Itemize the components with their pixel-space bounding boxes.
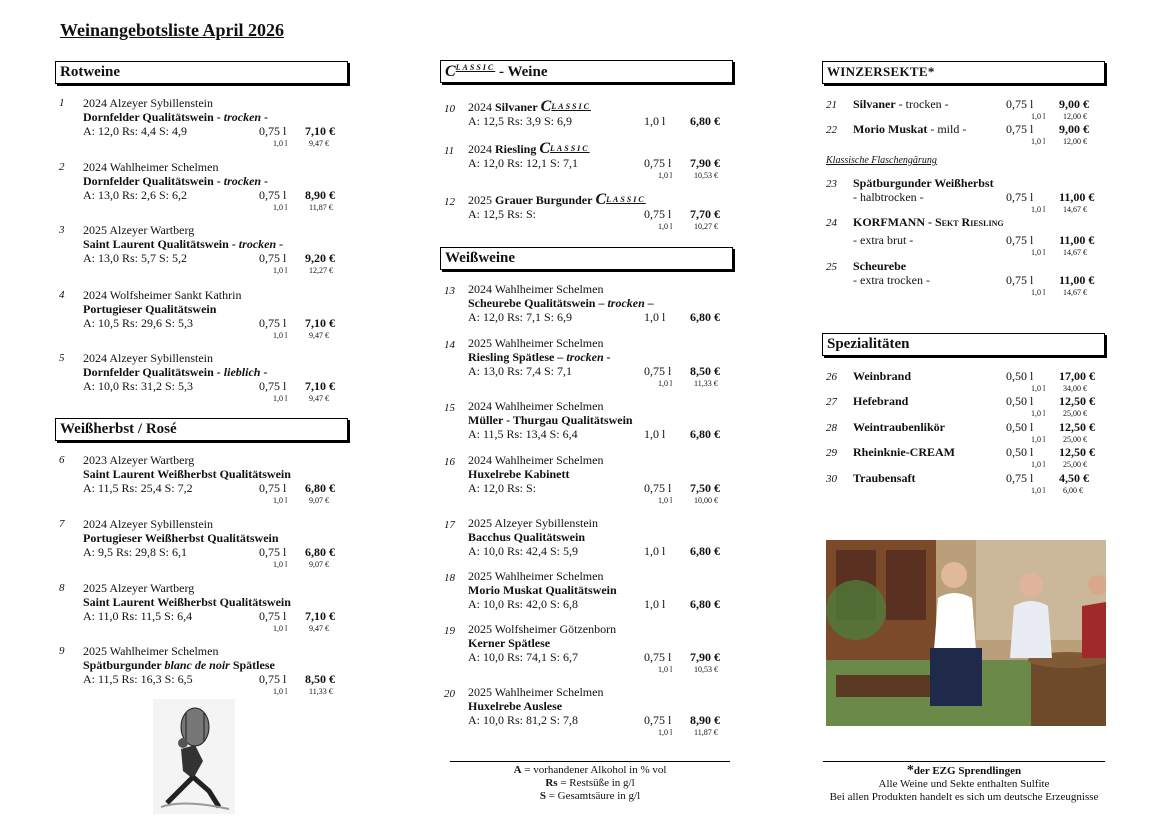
wine-origin: 2024 Wahlheimer Schelmen bbox=[468, 282, 604, 296]
entry-number: 18 bbox=[444, 572, 455, 584]
wine-grape: Portugieser Qualitätswein bbox=[83, 302, 217, 316]
per-liter-price: 9,07 € bbox=[309, 560, 329, 569]
entry-number: 1 bbox=[59, 97, 65, 109]
price-row bbox=[468, 597, 733, 611]
per-liter-volume: 1,0 l bbox=[1031, 384, 1046, 393]
bottle-volume: 0,75 l bbox=[644, 650, 672, 664]
section-heading-weissherbst: Weißherbst / Rosé bbox=[55, 418, 348, 441]
analysis-values: A: 10,0 Rs: 42,0 S: 6,8 bbox=[468, 597, 579, 611]
entry-number: 3 bbox=[59, 224, 65, 236]
analysis-values: A: 10,0 Rs: 81,2 S: 7,8 bbox=[468, 713, 579, 727]
bottle-volume: 0,75 l bbox=[644, 481, 672, 495]
sekt-name: Silvaner bbox=[853, 97, 896, 111]
footer-notes: *der EZG Sprendlingen Alle Weine und Sekte enthalten Sulfite Bei allen Produkten handelt es sich um deutsche Erzeugnisse bbox=[829, 763, 1099, 803]
per-liter-price: 10,00 € bbox=[694, 496, 718, 505]
bottle-price: 11,00 € bbox=[1059, 273, 1095, 287]
price-row bbox=[853, 273, 1105, 287]
specialty-name: Traubensaft bbox=[853, 471, 916, 485]
price-row bbox=[853, 190, 1105, 204]
bottle-volume: 0,50 l bbox=[1006, 445, 1034, 459]
bottle-price: 6,80 € bbox=[690, 597, 720, 611]
analysis-values: A: 10,0 Rs: 42,4 S: 5,9 bbox=[468, 544, 579, 558]
analysis-values: A: 12,0 Rs: S: bbox=[468, 481, 537, 495]
price-row bbox=[468, 364, 733, 378]
bottle-price: 8,90 € bbox=[690, 713, 720, 727]
wine-grape: Bacchus Qualitätswein bbox=[468, 530, 586, 544]
footer-divider bbox=[823, 761, 1105, 762]
section-heading-classic: $C^{LASSIC}$ - Weine bbox=[440, 60, 733, 83]
entry-number: 7 bbox=[59, 518, 65, 530]
bottle-volume: 1,0 l bbox=[644, 310, 666, 324]
price-row bbox=[83, 481, 348, 495]
entry-number: 15 bbox=[444, 402, 455, 414]
price-row bbox=[83, 316, 348, 330]
bottle-price: 12,50 € bbox=[1059, 394, 1095, 408]
wine-origin: 2024 Wolfsheimer Sankt Kathrin bbox=[83, 288, 242, 302]
entry-number: 24 bbox=[826, 217, 837, 229]
bottle-volume: 1,0 l bbox=[644, 544, 666, 558]
bottle-price: 6,80 € bbox=[690, 544, 720, 558]
section-heading-winzersekte: WINZERSEKTE* bbox=[822, 61, 1105, 84]
bottle-volume: 0,75 l bbox=[644, 156, 672, 170]
sekt-name: Morio Muskat bbox=[853, 122, 928, 136]
analysis-values: A: 11,0 Rs: 11,5 S: 6,4 bbox=[83, 609, 193, 623]
bottle-volume: 0,75 l bbox=[259, 251, 287, 265]
wine-origin: 2025 Alzeyer Wartberg bbox=[83, 581, 195, 595]
price-row bbox=[83, 379, 348, 393]
wine-grape: Dornfelder Qualitätswein - lieblich - bbox=[83, 365, 268, 379]
bottle-price: 17,00 € bbox=[1059, 369, 1095, 383]
analysis-values: A: 10,0 Rs: 74,1 S: 6,7 bbox=[468, 650, 579, 664]
analysis-values: A: 11,5 Rs: 16,3 S: 6,5 bbox=[83, 672, 193, 686]
per-liter-row bbox=[853, 111, 1105, 122]
per-liter-row bbox=[468, 378, 733, 389]
wine-origin: 2025 Wolfsheimer Götzenborn bbox=[468, 622, 617, 636]
analysis-values: A: 13,0 Rs: 7,4 S: 7,1 bbox=[468, 364, 573, 378]
bottle-volume: 0,75 l bbox=[259, 316, 287, 330]
bottle-volume: 0,75 l bbox=[1006, 97, 1034, 111]
bottle-price: 8,50 € bbox=[305, 672, 335, 686]
classic-logo: $C^{LASSIC}$ bbox=[540, 98, 591, 115]
bottle-price: 7,90 € bbox=[690, 156, 720, 170]
entry-number: 16 bbox=[444, 456, 455, 468]
wine-origin: 2024 Wahlheimer Schelmen bbox=[468, 453, 604, 467]
entry-number: 22 bbox=[826, 124, 837, 136]
section-heading-spezialitaeten: Spezialitäten bbox=[822, 333, 1105, 356]
per-liter-price: 14,67 € bbox=[1063, 248, 1087, 257]
wine-grape: Riesling Spätlese – trocken - bbox=[468, 350, 611, 364]
per-liter-volume: 1,0 l bbox=[1031, 205, 1046, 214]
per-liter-row bbox=[853, 287, 1105, 298]
wine-style: - trocken - bbox=[231, 237, 284, 251]
flaschengaerung-note: Klassische Flaschengärung bbox=[826, 155, 937, 166]
price-row bbox=[468, 114, 733, 128]
wine-origin: 2025 Alzeyer Wartberg bbox=[83, 223, 195, 237]
page-title: Weinangebotsliste April 2026 bbox=[60, 20, 285, 40]
classic-logo: $C^{LASSIC}$ bbox=[445, 63, 496, 80]
entry-number: 8 bbox=[59, 582, 65, 594]
entry-number: 17 bbox=[444, 519, 455, 531]
bottle-volume: 0,75 l bbox=[259, 545, 287, 559]
wine-grape: Müller - Thurgau Qualitätswein bbox=[468, 413, 633, 427]
price-row bbox=[468, 427, 733, 441]
per-liter-volume: 1,0 l bbox=[1031, 435, 1046, 444]
sekt-style: - halbtrocken - bbox=[853, 190, 924, 204]
per-liter-price: 6,00 € bbox=[1063, 486, 1083, 495]
analysis-values: A: 10,5 Rs: 29,6 S: 5,3 bbox=[83, 316, 194, 330]
per-liter-volume: 1,0 l bbox=[658, 665, 673, 674]
per-liter-volume: 1,0 l bbox=[1031, 248, 1046, 257]
price-row bbox=[83, 188, 348, 202]
bottle-volume: 0,75 l bbox=[1006, 273, 1034, 287]
wine-origin: 2025 Alzeyer Sybillenstein bbox=[468, 516, 598, 530]
wine-origin: 2025 Grauer Burgunder $C^{LASSIC}$ bbox=[468, 191, 646, 208]
per-liter-row bbox=[83, 623, 348, 634]
wine-grape: Riesling bbox=[495, 142, 537, 156]
bottle-price: 11,00 € bbox=[1059, 190, 1095, 204]
analysis-values: A: 11,5 Rs: 25,4 S: 7,2 bbox=[83, 481, 193, 495]
bottle-price: 12,50 € bbox=[1059, 445, 1095, 459]
analysis-values: A: 12,5 Rs: S: bbox=[468, 207, 537, 221]
analysis-values: A: 12,0 Rs: 12,1 S: 7,1 bbox=[468, 156, 579, 170]
per-liter-price: 9,47 € bbox=[309, 139, 329, 148]
bottle-volume: 0,75 l bbox=[259, 124, 287, 138]
sekt-style: - extra brut - bbox=[853, 233, 914, 247]
wine-style: – trocken – bbox=[598, 296, 654, 310]
bottle-price: 7,70 € bbox=[690, 207, 720, 221]
bottle-price: 6,80 € bbox=[690, 427, 720, 441]
bottle-price: 7,10 € bbox=[305, 609, 335, 623]
analysis-values: A: 9,5 Rs: 29,8 S: 6,1 bbox=[83, 545, 188, 559]
price-row bbox=[468, 156, 733, 170]
per-liter-volume: 1,0 l bbox=[1031, 486, 1046, 495]
per-liter-volume: 1,0 l bbox=[1031, 288, 1046, 297]
price-row bbox=[853, 122, 1105, 136]
entry-number: 10 bbox=[444, 103, 455, 115]
wine-style: – trocken - bbox=[557, 350, 611, 364]
price-row bbox=[468, 544, 733, 558]
entry-number: 23 bbox=[826, 178, 837, 190]
bottle-price: 12,50 € bbox=[1059, 420, 1095, 434]
per-liter-volume: 1,0 l bbox=[658, 171, 673, 180]
wine-style: - trocken - bbox=[216, 110, 269, 124]
entry-number: 14 bbox=[444, 339, 455, 351]
wine-origin: 2025 Wahlheimer Schelmen bbox=[468, 336, 604, 350]
price-row bbox=[468, 207, 733, 221]
bottle-volume: 0,75 l bbox=[259, 609, 287, 623]
per-liter-price: 11,33 € bbox=[309, 687, 333, 696]
analysis-values: A: 10,0 Rs: 31,2 S: 5,3 bbox=[83, 379, 194, 393]
price-row bbox=[468, 713, 733, 727]
wine-origin: 2023 Alzeyer Wartberg bbox=[83, 453, 195, 467]
per-liter-volume: 1,0 l bbox=[658, 379, 673, 388]
per-liter-row bbox=[853, 459, 1105, 470]
specialty-name: Hefebrand bbox=[853, 394, 909, 408]
per-liter-volume: 1,0 l bbox=[273, 394, 288, 403]
per-liter-volume: 1,0 l bbox=[1031, 460, 1046, 469]
per-liter-price: 10,53 € bbox=[694, 171, 718, 180]
wine-grape: Saint Laurent Weißherbst Qualitätswein bbox=[83, 467, 291, 481]
per-liter-volume: 1,0 l bbox=[273, 687, 288, 696]
wine-origin: 2024 Riesling $C^{LASSIC}$ bbox=[468, 140, 590, 157]
per-liter-price: 12,00 € bbox=[1063, 137, 1087, 146]
price-row bbox=[83, 609, 348, 623]
per-liter-volume: 1,0 l bbox=[273, 331, 288, 340]
entry-number: 25 bbox=[826, 261, 837, 273]
legend: A = vorhandener Alkohol in % vol Rs = Restsüße in g/l S = Gesamtsäure in g/l bbox=[513, 764, 667, 802]
bottle-volume: 0,50 l bbox=[1006, 369, 1034, 383]
wine-origin: 2024 Alzeyer Sybillenstein bbox=[83, 517, 213, 531]
bottle-price: 8,50 € bbox=[690, 364, 720, 378]
per-liter-price: 12,27 € bbox=[309, 266, 333, 275]
sekt-name: Scheurebe bbox=[853, 259, 907, 273]
bottle-volume: 1,0 l bbox=[644, 427, 666, 441]
per-liter-volume: 1,0 l bbox=[658, 496, 673, 505]
per-liter-row bbox=[853, 408, 1105, 419]
price-row bbox=[468, 650, 733, 664]
bottle-volume: 0,75 l bbox=[644, 364, 672, 378]
price-row bbox=[853, 445, 1105, 459]
price-row bbox=[853, 233, 1105, 247]
per-liter-price: 11,33 € bbox=[694, 379, 718, 388]
analysis-values: A: 12,5 Rs: 3,9 S: 6,9 bbox=[468, 114, 573, 128]
entry-number: 28 bbox=[826, 422, 837, 434]
sekt-name: Spätburgunder Weißherbst bbox=[853, 176, 994, 190]
entry-number: 9 bbox=[59, 645, 65, 657]
entry-number: 29 bbox=[826, 447, 837, 459]
sekt-name: KORFMANN - Sekt Riesling bbox=[853, 215, 1004, 229]
specialty-name: Weinbrand bbox=[853, 369, 912, 383]
per-liter-row bbox=[468, 495, 733, 506]
per-liter-volume: 1,0 l bbox=[1031, 137, 1046, 146]
bottle-volume: 1,0 l bbox=[644, 114, 666, 128]
per-liter-row bbox=[468, 221, 733, 232]
per-liter-price: 9,47 € bbox=[309, 624, 329, 633]
bottle-volume: 0,75 l bbox=[644, 207, 672, 221]
bottle-volume: 0,75 l bbox=[1006, 471, 1034, 485]
bottle-price: 6,80 € bbox=[305, 545, 335, 559]
entry-number: 13 bbox=[444, 285, 455, 297]
bottle-volume: 0,50 l bbox=[1006, 420, 1034, 434]
classic-logo: $C^{LASSIC}$ bbox=[595, 191, 646, 208]
wine-grape: Portugieser Weißherbst Qualitätswein bbox=[83, 531, 279, 545]
price-row bbox=[853, 97, 1105, 111]
wine-grape: Saint Laurent Qualitätswein - trocken - bbox=[83, 237, 284, 251]
wine-grape: Huxelrebe Kabinett bbox=[468, 467, 570, 481]
wine-grape: Grauer Burgunder bbox=[495, 193, 593, 207]
bottle-price: 8,90 € bbox=[305, 188, 335, 202]
entry-number: 6 bbox=[59, 454, 65, 466]
per-liter-row bbox=[83, 202, 348, 213]
specialty-name: Rheinknie-CREAM bbox=[853, 445, 956, 459]
price-row bbox=[853, 394, 1105, 408]
bottle-price: 4,50 € bbox=[1059, 471, 1089, 485]
wine-origin: 2025 Wahlheimer Schelmen bbox=[468, 685, 604, 699]
wine-grape: Saint Laurent Weißherbst Qualitätswein bbox=[83, 595, 291, 609]
wine-grape: Kerner Spätlese bbox=[468, 636, 551, 650]
per-liter-row bbox=[853, 434, 1105, 445]
bottle-volume: 0,75 l bbox=[644, 713, 672, 727]
entry-number: 26 bbox=[826, 371, 837, 383]
per-liter-row bbox=[83, 686, 348, 697]
per-liter-price: 34,00 € bbox=[1063, 384, 1087, 393]
per-liter-volume: 1,0 l bbox=[273, 139, 288, 148]
analysis-values: A: 12,0 Rs: 4,4 S: 4,9 bbox=[83, 124, 188, 138]
wine-grape: Scheurebe Qualitätswein – trocken – bbox=[468, 296, 654, 310]
per-liter-volume: 1,0 l bbox=[1031, 112, 1046, 121]
price-row bbox=[83, 545, 348, 559]
per-liter-price: 14,67 € bbox=[1063, 288, 1087, 297]
wine-grape: Dornfelder Qualitätswein - trocken - bbox=[83, 174, 269, 188]
per-liter-row bbox=[853, 485, 1105, 496]
per-liter-row bbox=[83, 393, 348, 404]
bottle-volume: 0,75 l bbox=[1006, 122, 1034, 136]
sekt-style: - trocken - bbox=[895, 97, 949, 111]
per-liter-volume: 1,0 l bbox=[1031, 409, 1046, 418]
bottle-price: 7,10 € bbox=[305, 379, 335, 393]
entry-number: 19 bbox=[444, 625, 455, 637]
wine-grape: Huxelrebe Auslese bbox=[468, 699, 563, 713]
entry-number: 20 bbox=[444, 688, 455, 700]
per-liter-volume: 1,0 l bbox=[658, 222, 673, 231]
wine-origin: 2025 Wahlheimer Schelmen bbox=[468, 569, 604, 583]
per-liter-row bbox=[853, 247, 1105, 258]
wine-origin: 2024 Wahlheimer Schelmen bbox=[83, 160, 219, 174]
per-liter-price: 25,00 € bbox=[1063, 435, 1087, 444]
per-liter-row bbox=[468, 727, 733, 738]
wine-origin: 2024 Wahlheimer Schelmen bbox=[468, 399, 604, 413]
per-liter-price: 11,87 € bbox=[694, 728, 718, 737]
per-liter-volume: 1,0 l bbox=[658, 728, 673, 737]
per-liter-price: 9,07 € bbox=[309, 496, 329, 505]
per-liter-row bbox=[83, 138, 348, 149]
price-row bbox=[83, 251, 348, 265]
per-liter-row bbox=[83, 495, 348, 506]
wine-grape: Silvaner bbox=[495, 100, 538, 114]
per-liter-row bbox=[83, 330, 348, 341]
per-liter-volume: 1,0 l bbox=[273, 266, 288, 275]
price-row bbox=[83, 672, 348, 686]
section-heading-rotweine: Rotweine bbox=[55, 61, 348, 84]
price-row bbox=[853, 471, 1105, 485]
price-row bbox=[853, 369, 1105, 383]
bottle-price: 9,00 € bbox=[1059, 122, 1089, 136]
analysis-values: A: 11,5 Rs: 13,4 S: 6,4 bbox=[468, 427, 578, 441]
analysis-values: A: 12,0 Rs: 7,1 S: 6,9 bbox=[468, 310, 573, 324]
entry-number: 27 bbox=[826, 396, 837, 408]
entry-number: 11 bbox=[444, 145, 455, 157]
price-row bbox=[468, 310, 733, 324]
legend-divider bbox=[450, 761, 730, 762]
per-liter-price: 25,00 € bbox=[1063, 409, 1087, 418]
bottle-volume: 1,0 l bbox=[644, 597, 666, 611]
bottle-price: 6,80 € bbox=[305, 481, 335, 495]
entry-number: 5 bbox=[59, 352, 65, 364]
bottle-volume: 0,75 l bbox=[259, 481, 287, 495]
bottle-volume: 0,75 l bbox=[1006, 190, 1034, 204]
per-liter-row bbox=[468, 170, 733, 181]
price-row bbox=[468, 481, 733, 495]
per-liter-volume: 1,0 l bbox=[273, 624, 288, 633]
per-liter-volume: 1,0 l bbox=[273, 496, 288, 505]
per-liter-price: 14,67 € bbox=[1063, 205, 1087, 214]
sekt-style: - extra trocken - bbox=[853, 273, 930, 287]
bottle-volume: 0,50 l bbox=[1006, 394, 1034, 408]
price-row bbox=[83, 124, 348, 138]
bottle-price: 6,80 € bbox=[690, 310, 720, 324]
per-liter-volume: 1,0 l bbox=[273, 560, 288, 569]
specialty-name: Weintraubenlikör bbox=[853, 420, 946, 434]
per-liter-price: 12,00 € bbox=[1063, 112, 1087, 121]
per-liter-row bbox=[468, 664, 733, 675]
wine-grape: Spätburgunder blanc de noir Spätlese bbox=[83, 658, 275, 672]
per-liter-price: 11,87 € bbox=[309, 203, 333, 212]
wine-style: - trocken - bbox=[216, 174, 269, 188]
wine-origin: 2025 Wahlheimer Schelmen bbox=[83, 644, 219, 658]
sketch-illustration bbox=[153, 699, 235, 814]
bottle-price: 11,00 € bbox=[1059, 233, 1095, 247]
entry-number: 4 bbox=[59, 289, 65, 301]
analysis-values: A: 13,0 Rs: 5,7 S: 5,2 bbox=[83, 251, 188, 265]
bottle-price: 7,10 € bbox=[305, 124, 335, 138]
bottle-price: 9,00 € bbox=[1059, 97, 1089, 111]
per-liter-price: 9,47 € bbox=[309, 394, 329, 403]
per-liter-price: 10,53 € bbox=[694, 665, 718, 674]
wine-grape: Dornfelder Qualitätswein - trocken - bbox=[83, 110, 269, 124]
bottle-price: 7,50 € bbox=[690, 481, 720, 495]
per-liter-row bbox=[853, 383, 1105, 394]
wine-origin: 2024 Alzeyer Sybillenstein bbox=[83, 96, 213, 110]
bottle-price: 6,80 € bbox=[690, 114, 720, 128]
per-liter-row bbox=[853, 136, 1105, 147]
analysis-values: A: 13,0 Rs: 2,6 S: 6,2 bbox=[83, 188, 188, 202]
wine-origin: 2024 Alzeyer Sybillenstein bbox=[83, 351, 213, 365]
entry-number: 2 bbox=[59, 161, 65, 173]
per-liter-row bbox=[853, 204, 1105, 215]
bottle-price: 7,90 € bbox=[690, 650, 720, 664]
classic-logo: $C^{LASSIC}$ bbox=[539, 140, 590, 157]
per-liter-price: 9,47 € bbox=[309, 331, 329, 340]
bottle-volume: 0,75 l bbox=[1006, 233, 1034, 247]
bottle-price: 7,10 € bbox=[305, 316, 335, 330]
price-row bbox=[853, 420, 1105, 434]
wine-style: - lieblich - bbox=[216, 365, 268, 379]
wine-origin: 2024 Silvaner $C^{LASSIC}$ bbox=[468, 98, 591, 115]
bottle-volume: 0,75 l bbox=[259, 188, 287, 202]
per-liter-price: 10,27 € bbox=[694, 222, 718, 231]
winemakers-photo bbox=[826, 540, 1106, 726]
entry-number: 12 bbox=[444, 196, 455, 208]
wine-grape: Morio Muskat Qualitätswein bbox=[468, 583, 617, 597]
bottle-volume: 0,75 l bbox=[259, 672, 287, 686]
per-liter-row bbox=[83, 559, 348, 570]
per-liter-volume: 1,0 l bbox=[273, 203, 288, 212]
section-heading-weissweine: Weißweine bbox=[440, 247, 733, 270]
sekt-style: - mild - bbox=[927, 122, 967, 136]
per-liter-row bbox=[83, 265, 348, 276]
entry-number: 21 bbox=[826, 99, 837, 111]
bottle-price: 9,20 € bbox=[305, 251, 335, 265]
bottle-volume: 0,75 l bbox=[259, 379, 287, 393]
entry-number: 30 bbox=[826, 473, 837, 485]
per-liter-price: 25,00 € bbox=[1063, 460, 1087, 469]
